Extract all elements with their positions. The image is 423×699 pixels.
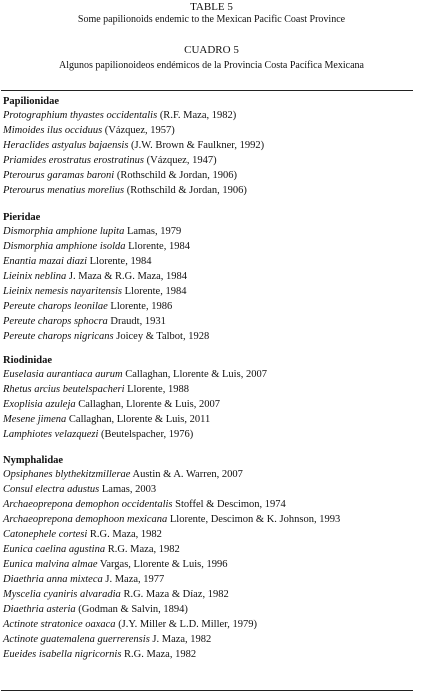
species-entry — [3, 123, 415, 138]
taxon-authority: (J.Y. Miller & L.D. Miller, 1979) — [118, 619, 257, 630]
taxon-authority: Lamas, 1979 — [126, 226, 182, 237]
species-entry — [3, 482, 415, 497]
taxon-authority: J. Maza, 1977 — [105, 574, 165, 585]
species-entry — [3, 314, 415, 329]
species-table — [3, 96, 415, 662]
species-entry — [3, 269, 415, 284]
species-entry — [3, 602, 415, 617]
taxon-name: Pterourus garamas baroni — [3, 170, 115, 181]
species-entry — [3, 397, 415, 412]
family-heading: Pieridae — [3, 212, 41, 223]
taxon-authority: Austin & A. Warren, 2007 — [132, 469, 243, 480]
species-entry — [3, 497, 415, 512]
species-entry — [3, 108, 415, 123]
taxon-name: Lieinix neblina — [3, 271, 67, 282]
taxon-name: Dismorphia amphione lupita — [3, 226, 125, 237]
taxon-name: Consul electra adustus — [3, 484, 100, 495]
species-entry — [3, 587, 415, 602]
taxon-name: Archaeoprepona demophon occidentalis — [3, 499, 173, 510]
taxon-authority: Lamas, 2003 — [101, 484, 157, 495]
species-entry — [3, 382, 415, 397]
table-subtitle-english: Some papilionoids endemic to the Mexican Pacific Coast Province — [77, 14, 346, 25]
taxon-name: Heraclides astyalus bajaensis — [3, 140, 129, 151]
taxon-authority: Llorente, Descimon & K. Johnson, 1993 — [169, 514, 341, 525]
taxon-authority: Callaghan, Llorente & Luis, 2007 — [125, 369, 267, 380]
taxon-authority: J. Maza, 1982 — [152, 634, 212, 645]
taxon-name: Pterourus menatius morelius — [3, 185, 125, 196]
taxon-name: Exoplisia azuleja — [3, 399, 76, 410]
species-entry — [3, 467, 415, 482]
taxon-name: Pereute charops leonilae — [3, 301, 108, 312]
taxon-authority: Llorente, 1984 — [124, 286, 187, 297]
taxon-authority: R.G. Maza & Díaz, 1982 — [123, 589, 229, 600]
species-entry — [3, 299, 415, 314]
taxon-name: Lamphiotes velazquezi — [3, 429, 99, 440]
taxon-name: Archaeoprepona demophoon mexicana — [3, 514, 168, 525]
species-entry — [3, 254, 415, 269]
species-entry — [3, 617, 415, 632]
taxon-name: Pereute charops nigricans — [3, 331, 114, 342]
taxon-authority: Stoffel & Descimon, 1974 — [175, 499, 286, 510]
family-heading: Papilionidae — [3, 96, 60, 107]
species-entry — [3, 647, 415, 662]
taxon-authority: J. Maza & R.G. Maza, 1984 — [68, 271, 188, 282]
species-entry — [3, 557, 415, 572]
taxon-name: Opsiphanes blythekitzmillerae — [3, 469, 131, 480]
taxon-name: Eueides isabella nigricornis — [3, 649, 122, 660]
table-title-english: TABLE 5 — [190, 1, 233, 13]
species-entry — [3, 572, 415, 587]
taxon-name: Eunica malvina almae — [3, 559, 98, 570]
taxon-name: Actinote stratonice oaxaca — [3, 619, 116, 630]
species-entry — [3, 168, 415, 183]
species-entry — [3, 367, 415, 382]
taxon-name: Diaethria asteria — [3, 604, 76, 615]
taxon-name: Enantia mazai diazi — [3, 256, 88, 267]
species-entry — [3, 632, 415, 647]
taxon-name: Lieinix nemesis nayaritensis — [3, 286, 122, 297]
taxon-name: Actinote guatemalena guerrerensis — [3, 634, 150, 645]
table-title-spanish: CUADRO 5 — [184, 44, 239, 56]
taxon-authority: (Vázquez, 1957) — [104, 125, 175, 136]
taxon-authority: (Rothschild & Jordan, 1906) — [116, 170, 238, 181]
taxon-name: Rhetus arcius beutelspacheri — [3, 384, 125, 395]
taxon-authority: (J.W. Brown & Faulkner, 1992) — [131, 140, 265, 151]
section-spacer — [3, 442, 415, 455]
species-entry — [3, 138, 415, 153]
taxon-name: Mesene jimena — [3, 414, 67, 425]
family-section — [3, 355, 415, 442]
taxon-authority: R.G. Maza, 1982 — [124, 649, 197, 660]
species-entry — [3, 239, 415, 254]
taxon-name: Dismorphia amphione isolda — [3, 241, 126, 252]
taxon-authority: Vargas, Llorente & Luis, 1996 — [99, 559, 228, 570]
taxon-name: Priamides erostratus erostratinus — [3, 155, 144, 166]
taxon-name: Euselasia aurantiaca aurum — [3, 369, 123, 380]
taxon-authority: R.G. Maza, 1982 — [107, 544, 180, 555]
species-entry — [3, 527, 415, 542]
taxon-name: Eunica caelina agustina — [3, 544, 106, 555]
section-spacer — [3, 198, 415, 212]
taxon-authority: Joicey & Talbot, 1928 — [116, 331, 210, 342]
taxon-authority: (Godman & Salvin, 1894) — [78, 604, 188, 615]
top-rule — [1, 90, 413, 91]
species-entry — [3, 512, 415, 527]
species-entry — [3, 427, 415, 442]
species-entry — [3, 412, 415, 427]
family-section — [3, 212, 415, 344]
family-heading: Riodinidae — [3, 355, 53, 366]
taxon-name: Mimoides ilus occiduus — [3, 125, 103, 136]
taxon-authority: Llorente, 1984 — [89, 256, 152, 267]
taxon-authority: Draudt, 1931 — [110, 316, 166, 327]
taxon-authority: Llorente, 1986 — [110, 301, 173, 312]
taxon-name: Myscelia cyaniris alvaradia — [3, 589, 121, 600]
family-heading: Nymphalidae — [3, 455, 64, 466]
taxon-authority: Llorente, 1988 — [127, 384, 189, 395]
species-entry — [3, 329, 415, 344]
table-subtitle-spanish: Algunos papilionoideos endémicos de la Provincia Costa Pacífica Mexicana — [59, 60, 364, 71]
taxon-name: Protographium thyastes occidentalis — [3, 110, 158, 121]
taxon-authority: (Vázquez, 1947) — [146, 155, 217, 166]
taxon-authority: Callaghan, Llorente & Luis, 2007 — [78, 399, 220, 410]
bottom-rule — [1, 690, 413, 691]
taxon-name: Catonephele cortesi — [3, 529, 88, 540]
taxon-authority: Llorente, 1984 — [128, 241, 190, 252]
species-entry — [3, 284, 415, 299]
taxon-name: Diaethria anna mixteca — [3, 574, 103, 585]
taxon-authority: (Rothschild & Jordan, 1906) — [126, 185, 247, 196]
species-entry — [3, 153, 415, 168]
taxon-authority: (R.F. Maza, 1982) — [159, 110, 237, 121]
species-entry — [3, 224, 415, 239]
taxon-authority: Callaghan, Llorente & Luis, 2011 — [68, 414, 211, 425]
taxon-authority: R.G. Maza, 1982 — [89, 529, 162, 540]
species-entry — [3, 542, 415, 557]
family-section — [3, 455, 415, 662]
taxon-authority: (Beutelspacher, 1976) — [101, 429, 194, 440]
family-section — [3, 96, 415, 198]
taxon-name: Pereute charops sphocra — [3, 316, 108, 327]
section-spacer — [3, 344, 415, 355]
species-entry — [3, 183, 415, 198]
